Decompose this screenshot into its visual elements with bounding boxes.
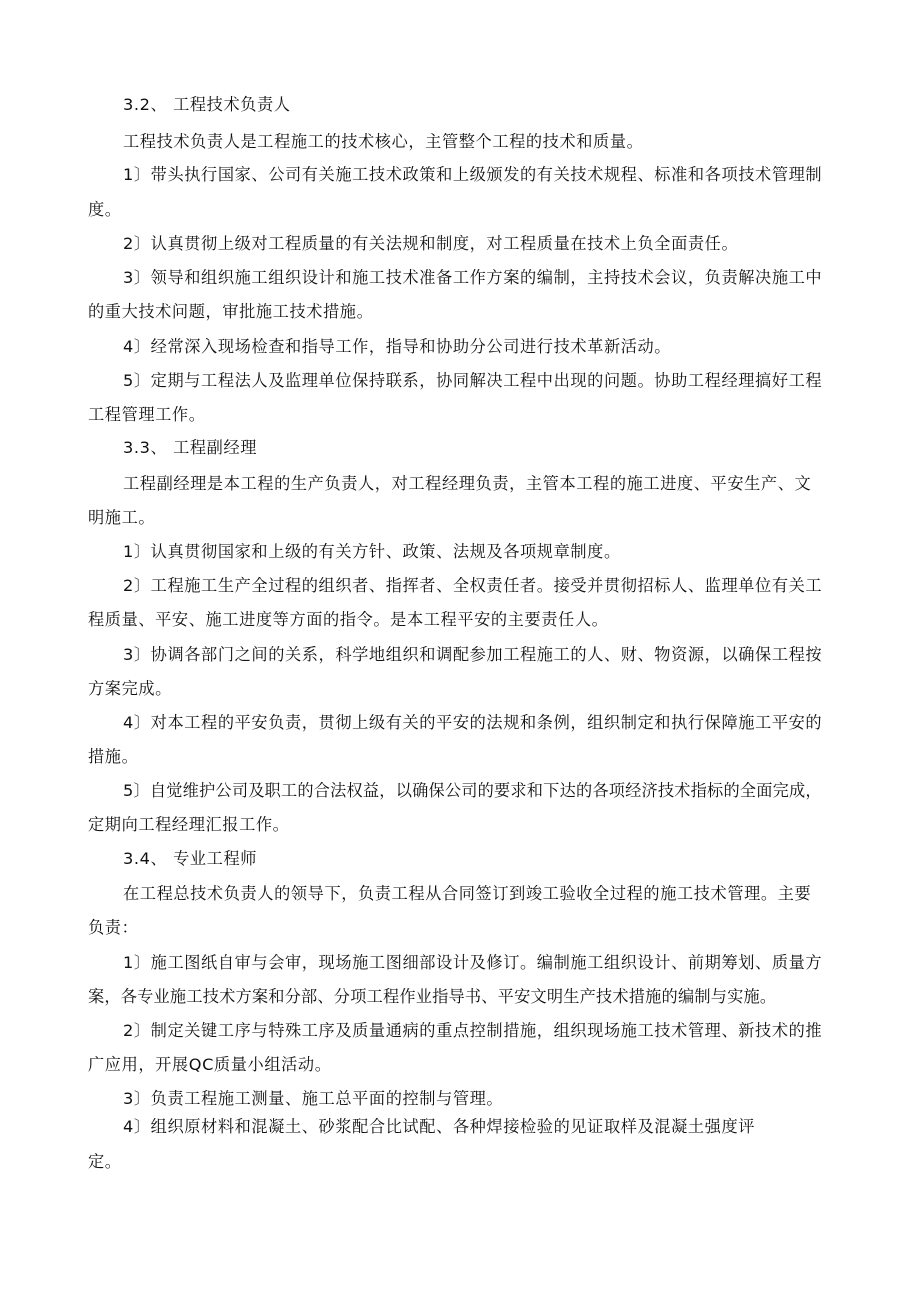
paragraph-line: 3〕领导和组织施工组织设计和施工技术准备工作方案的编制，主持技术会议，负责解决施工中 [123, 268, 823, 287]
paragraph-line: 的重大技术问题，审批施工技术措施。 [88, 302, 374, 321]
paragraph-line: 5〕定期与工程法人及监理单位保持联系，协同解决工程中出现的问题。协助工程经理搞好工程 [123, 371, 823, 390]
paragraph-line: 负责： [88, 918, 139, 937]
paragraph-line: 度。 [88, 200, 122, 219]
paragraph-line: 方案完成。 [88, 679, 172, 698]
paragraph-line: 4〕组织原材料和混凝土、砂浆配合比试配、各种焊接检验的见证取样及混凝土强度评 [123, 1117, 756, 1136]
paragraph-line: 2〕工程施工生产全过程的组织者、指挥者、全权责任者。接受并贯彻招标人、监理单位有关工 [123, 576, 823, 595]
paragraph-line: 2〕认真贯彻上级对工程质量的有关法规和制度，对工程质量在技术上负全面责任。 [123, 234, 739, 253]
paragraph-line: 在工程总技术负责人的领导下，负责工程从合同签订到竣工验收全过程的施工技术管理。主要 [123, 884, 812, 903]
paragraph-line: 工程技术负责人是工程施工的技术核心，主管整个工程的技术和质量。 [123, 132, 644, 151]
paragraph-line: 4〕经常深入现场检查和指导工作，指导和协助分公司进行技术革新活动。 [123, 337, 672, 356]
paragraph-line: 5〕自觉维护公司及职工的合法权益，以确保公司的要求和下达的各项经济技术指标的全面完成， [123, 781, 822, 800]
paragraph-line: 1〕施工图纸自审与会审，现场施工图细部设计及修订。编制施工组织设计、前期筹划、质量方 [123, 953, 823, 972]
paragraph-line: 2〕制定关键工序与特殊工序及质量通病的重点控制措施，组织现场施工技术管理、新技术的推 [123, 1021, 823, 1040]
paragraph-line: 3〕协调各部门之间的关系，科学地组织和调配参加工程施工的人、财、物资源，以确保工程按 [123, 645, 823, 664]
paragraph-line: 1〕认真贯彻国家和上级的有关方针、政策、法规及各项规章制度。 [123, 542, 621, 561]
paragraph-line: 程质量、平安、施工进度等方面的指令。是本工程平安的主要责任人。 [88, 610, 609, 629]
section-heading: 3.3、 工程副经理 [123, 438, 258, 457]
paragraph-line: 案，各专业施工技术方案和分部、分项工程作业指导书、平安文明生产技术措施的编制与实施。 [88, 987, 777, 1006]
paragraph-line: 定期向工程经理汇报工作。 [88, 815, 290, 834]
paragraph-line: 措施。 [88, 747, 139, 766]
paragraph-line: 工程副经理是本工程的生产负责人，对工程经理负责，主管本工程的施工进度、平安生产、文 [123, 474, 812, 493]
section-heading: 3.2、 工程技术负责人 [123, 95, 291, 114]
paragraph-line: 明施工。 [88, 508, 156, 527]
paragraph-line: 4〕对本工程的平安负责，贯彻上级有关的平安的法规和条例，组织制定和执行保障施工平安的 [123, 713, 823, 732]
paragraph-line: 1〕带头执行国家、公司有关施工技术政策和上级颁发的有关技术规程、标准和各项技术管理制 [123, 165, 823, 184]
paragraph-line: 广应用，开展QC质量小组活动。 [88, 1055, 332, 1074]
section-heading: 3.4、 专业工程师 [123, 849, 258, 868]
paragraph-line: 定。 [88, 1152, 122, 1171]
paragraph-line: 工程管理工作。 [88, 405, 206, 424]
paragraph-line: 3〕负责工程施工测量、施工总平面的控制与管理。 [123, 1089, 504, 1108]
